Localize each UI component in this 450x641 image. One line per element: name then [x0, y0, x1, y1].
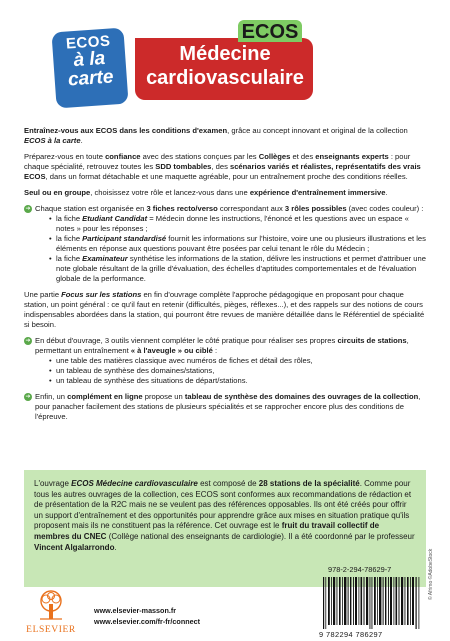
publisher-name: ELSEVIER [26, 625, 76, 635]
title-line-1: Médecine [179, 43, 271, 65]
gb-i: . [114, 542, 117, 552]
url-elsevier-masson[interactable]: www.elsevier-masson.fr [94, 606, 177, 615]
intro-3-c: expérience d'entraînement immersive [249, 188, 386, 197]
isbn-label: 978-2-294-78629-7 [328, 565, 392, 574]
intro-2-b: confiance [105, 152, 141, 161]
b2-a: En début d'ouvrage, 3 outils viennent compléter le côté pratique pour réaliser ses propres [35, 336, 338, 345]
url-elsevier-connect[interactable]: www.elsevier.com/fr-fr/connect [94, 617, 200, 626]
intro-3-d: . [385, 188, 388, 197]
intro-3-a: Seul ou en groupe [24, 188, 91, 197]
b1-c: correspondant aux [217, 204, 285, 213]
cover-header [0, 0, 450, 110]
intro-3-b: , choisissez votre rôle et lancez-vous dans une [90, 188, 250, 197]
intro-1-collection: ECOS à la carte [24, 136, 81, 145]
b2-e: : [212, 346, 218, 355]
list-item: • un tableau de synthèse des domaines/stations, [49, 366, 426, 376]
sub3-c: synthétise les informations de la station, délivre les instructions et permet d'attribuer une note globale résultant de la grille d'évaluation, des échelles d'aptitudes comportementales et de l'évaluation globale de la performance. [56, 254, 426, 283]
elsevier-logo [24, 590, 78, 640]
book-title [140, 42, 310, 90]
sub1-a: la fiche [56, 214, 83, 223]
list-item: • un tableau de synthèse des situations de départ/stations. [49, 376, 426, 386]
b3-b: complément en ligne [67, 392, 143, 401]
barcode-icon [323, 577, 421, 629]
list-item [49, 254, 426, 284]
intro-2-d: Collèges [258, 152, 291, 161]
bullet-online [24, 392, 426, 422]
badge-line-1: ECOS [65, 32, 112, 53]
b1-d: 3 rôles possibles [284, 204, 347, 213]
sub1-b: Etudiant Candidat [82, 214, 148, 223]
intro-paragraph-3 [24, 188, 426, 198]
gb-d: 28 stations de la spécialité [258, 479, 360, 488]
barcode-number: 9 782294 786297 [319, 630, 383, 639]
b2-c: , permettant un entraînement [35, 336, 409, 355]
gb-a: L'ouvrage [34, 479, 72, 488]
bullet-stations [24, 204, 426, 284]
gb-b: ECOS Médecine cardiovasculaire [71, 479, 198, 488]
tools-list [49, 356, 426, 386]
focus-a: Une partie [24, 290, 62, 299]
b2-b: circuits de stations [337, 336, 407, 345]
gb-g: (Collège national des enseignants de cardiologie). Il a été coordonné par le professeur [106, 531, 415, 541]
ecos-tab-label: ECOS [238, 20, 302, 42]
b1-e: (avec codes couleur) : [346, 204, 424, 213]
focus-paragraph [24, 290, 426, 330]
list-item [49, 214, 426, 234]
intro-paragraph-2 [24, 152, 426, 182]
gb-f: fruit du travail collectif de membres du CNEC [34, 521, 380, 541]
sub2-a: la fiche [56, 234, 83, 243]
intro-2-k: , dans un format détachable et une maquette agréable, pour un entraînement proche des conditions réelles. [45, 172, 408, 181]
badge-line-3: carte [67, 66, 115, 91]
intro-1-text: , grâce au concept innovant et original de la collection [227, 126, 408, 135]
gb-c: est composé de [197, 479, 259, 488]
tree-icon [34, 590, 68, 620]
intro-paragraph-1: Entraînez-vous aux ECOS dans les conditions d'examen, grâce au concept innovant et original de la collection ECOS à la carte. [24, 126, 408, 145]
b3-e: , pour panacher facilement des stations de plusieurs spécialités et se rapprocher encore plus des conditions de l'épreuve. [35, 392, 421, 421]
arrow-right-icon: ➔ [25, 394, 31, 400]
intro-2-g: : pour chaque spécialité, retrouvez toutes les [24, 152, 411, 171]
sub1-c: = Médecin donne les instructions, l'énoncé et les questions avec un espace « notes » pour les réponses ; [56, 214, 409, 233]
sub3-a: la fiche [56, 254, 83, 263]
bullet-tools [24, 336, 426, 386]
b2-d: « à l'aveugle » ou ciblé [130, 346, 213, 355]
focus-c: en fin d'ouvrage complète l'approche pédagogique en proposant pour chaque station, un point général : ce qu'il faut en retenir (difficultés, pièges, réflexes...), et des rappels sur des notions de cours indispensables abordées dans la station, qui pourront être revues de manière détaillée dans le Référentiel de spécialité si besoin. [24, 290, 425, 329]
intro-2-h: SDD tombables [155, 162, 212, 171]
intro-2-i: , des [211, 162, 230, 171]
list-item: • une table des matières classique avec numéros de fiches et détail des rôles, [49, 356, 426, 366]
b3-d: tableau de synthèse des domaines des ouvrages de la collection [184, 392, 419, 401]
arrow-right-icon: ➔ [25, 338, 31, 344]
publisher-urls [94, 605, 200, 627]
b3-c: propose un [142, 392, 185, 401]
intro-1-bold: Entraînez-vous aux ECOS dans les conditions d'examen [24, 126, 228, 135]
sub2-b: Participant standardisé [82, 234, 167, 243]
badge-line-2: à la [72, 47, 106, 72]
title-line-2: cardiovasculaire [146, 67, 304, 89]
sub3-b: Examinateur [82, 254, 128, 263]
arrow-right-icon: ➔ [25, 206, 31, 212]
gb-e: . Comme pour tous les autres ouvrages de la collection, ces ECOS sont conformes aux recommandations de rédaction et de présentation de la R2C mais ne se veulent pas des références opposables. Ils ont été créés pour offrir un support d'entraînement et des opportunités pour apprendre grâce aux mises en situation pratique qu'ils proposent mais ils ne constituent pas la référence. Cet ouvrage est le [34, 479, 412, 531]
b3-a: Enfin, un [35, 392, 68, 401]
intro-2-c: avec des stations conçues par les [140, 152, 259, 161]
back-cover-text [24, 126, 426, 422]
collection-badge [51, 28, 128, 109]
intro-2-e: et des [290, 152, 316, 161]
gb-h: Vincent Algalarrondo [34, 542, 115, 552]
intro-2-f: enseignants experts [315, 152, 389, 161]
role-list [49, 214, 426, 284]
image-credit: © Afrimo ©AdobeStock [428, 548, 434, 600]
sub2-c: fournit les informations sur l'histoire, voire une ou plusieurs illustrations et les éléments en réponse aux questions pouvant être posées par celui tenant le rôle du Médecin ; [56, 234, 426, 253]
b1-b: 3 fiches recto/verso [146, 204, 218, 213]
list-item [49, 234, 426, 254]
intro-2-a: Préparez-vous en toute [24, 152, 106, 161]
b1-a: Chaque station est organisée en [35, 204, 147, 213]
focus-b: Focus sur les stations [61, 290, 142, 299]
intro-2-j: scénarios variés et réalistes, représentatifs des vrais ECOS [24, 162, 421, 181]
